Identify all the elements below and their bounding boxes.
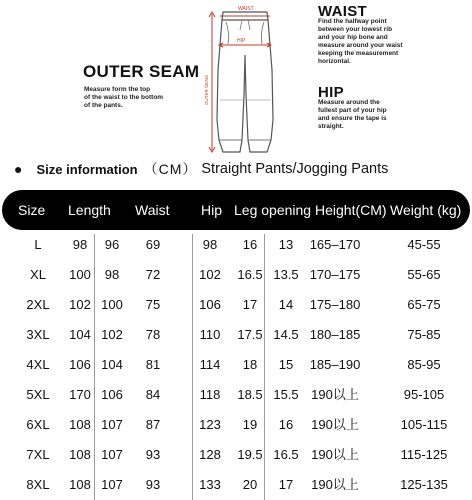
cell-waist: 87 <box>145 417 161 432</box>
table-row <box>0 440 472 470</box>
cell-length: 108 <box>69 417 91 432</box>
cell-leg-opening: 20 <box>242 477 258 492</box>
waist-text: Find the halfway point between your lowest rib and your hip bone and measure around your waist keeping the measurement horizontal. <box>318 18 403 65</box>
cell-leg-opening-2: 14.5 <box>273 327 299 342</box>
cell-leg-opening: 19.5 <box>237 447 263 462</box>
cell-height: 175–180 <box>309 297 361 312</box>
cell-leg-opening-2: 16 <box>278 417 294 432</box>
pants-diagram-icon <box>190 0 310 160</box>
table-row <box>0 320 472 350</box>
bullet-icon: ● <box>14 161 23 177</box>
header-length: Length <box>68 202 111 218</box>
table-row <box>0 350 472 380</box>
cell-leg-opening: 18 <box>242 357 258 372</box>
cell-hip: 106 <box>199 297 221 312</box>
size-info-style: Straight Pants/Jogging Pants <box>201 161 389 177</box>
cell-length: 102 <box>69 297 91 312</box>
cell-size: 6XL <box>26 417 50 432</box>
table-header <box>2 190 470 230</box>
cell-hip: 98 <box>202 237 218 252</box>
cell-leg-opening: 17.5 <box>237 327 263 342</box>
cell-size: 7XL <box>26 447 50 462</box>
cell-size: 5XL <box>26 387 50 402</box>
header-waist: Waist <box>135 202 170 218</box>
cell-height: 190以上 <box>311 447 359 462</box>
size-info-label: Size information <box>36 161 138 177</box>
cell-height: 190以上 <box>311 417 359 432</box>
cell-size: L <box>34 237 42 252</box>
cell-length: 100 <box>69 267 91 282</box>
hip-text: Measure around the fullest part of your hip and ensure the tape is straight. <box>318 99 387 130</box>
cell-hip: 110 <box>199 327 221 342</box>
cell-height: 190以上 <box>311 387 359 402</box>
diagram-outer-seam-label: OUTER SEAM <box>204 75 209 105</box>
cell-length: 104 <box>69 327 91 342</box>
cell-leg-opening: 18.5 <box>237 387 263 402</box>
cell-hip: 102 <box>199 267 221 282</box>
cell-length: 108 <box>69 477 91 492</box>
cell-leg-opening: 16.5 <box>237 267 263 282</box>
cell-hip: 123 <box>199 417 221 432</box>
cell-waist: 93 <box>145 477 161 492</box>
cell-leg-opening-2: 14 <box>278 297 294 312</box>
cell-leg-opening: 19 <box>242 417 258 432</box>
table-row <box>0 380 472 410</box>
table-row <box>0 260 472 290</box>
cell-size: XL <box>30 267 46 282</box>
cell-weight: 55-65 <box>407 267 441 282</box>
cell-length-2: 100 <box>101 297 123 312</box>
cell-leg-opening-2: 16.5 <box>273 447 299 462</box>
cell-length: 108 <box>69 447 91 462</box>
header-height: Height(CM) <box>315 202 387 218</box>
cell-length: 98 <box>72 237 88 252</box>
table-row <box>0 230 472 260</box>
cell-leg-opening: 17 <box>242 297 258 312</box>
hip-title: HIP <box>318 84 344 101</box>
cell-waist: 69 <box>145 237 161 252</box>
cell-length-2: 107 <box>101 417 123 432</box>
cell-leg-opening-2: 17 <box>278 477 294 492</box>
cell-leg-opening-2: 15 <box>278 357 294 372</box>
cell-height: 180–185 <box>309 327 361 342</box>
cell-height: 185–190 <box>309 357 361 372</box>
cell-waist: 93 <box>145 447 161 462</box>
header-leg-opening: Leg opening <box>234 202 312 218</box>
outer-seam-title: OUTER SEAM <box>83 62 200 81</box>
waist-title: WAIST <box>318 3 367 20</box>
cell-hip: 118 <box>199 387 221 402</box>
cell-leg-opening-2: 15.5 <box>273 387 299 402</box>
measurement-guide <box>0 0 472 158</box>
cell-length: 170 <box>69 387 91 402</box>
cell-leg-opening-2: 13.5 <box>273 267 299 282</box>
cell-size: 4XL <box>26 357 50 372</box>
cell-waist: 81 <box>145 357 161 372</box>
cell-weight: 75-85 <box>407 327 441 342</box>
cell-weight: 85-95 <box>407 357 441 372</box>
outer-seam-text: Measure form the top of the waist to the bottom of the pants. <box>84 86 164 109</box>
cell-length-2: 106 <box>101 387 123 402</box>
cell-height: 165–170 <box>309 237 361 252</box>
cell-hip: 128 <box>199 447 221 462</box>
cell-hip: 133 <box>199 477 221 492</box>
cell-length-2: 107 <box>101 447 123 462</box>
cell-weight: 105-115 <box>400 417 448 432</box>
diagram-hip-label: HIP <box>237 38 246 44</box>
cell-weight: 45-55 <box>407 237 441 252</box>
cell-leg-opening-2: 13 <box>278 237 294 252</box>
cell-length-2: 102 <box>101 327 123 342</box>
cell-length-2: 107 <box>101 477 123 492</box>
header-hip: Hip <box>201 202 223 218</box>
cell-length-2: 104 <box>101 357 123 372</box>
cell-waist: 72 <box>145 267 161 282</box>
cell-waist: 84 <box>145 387 161 402</box>
header-size: Size <box>18 202 46 218</box>
size-table-body <box>0 230 472 500</box>
cell-length-2: 98 <box>104 267 120 282</box>
cell-waist: 75 <box>145 297 161 312</box>
cell-length-2: 96 <box>104 237 120 252</box>
table-row <box>0 410 472 440</box>
cell-height: 190以上 <box>311 477 359 492</box>
cell-weight: 125-135 <box>400 477 448 492</box>
cell-size: 3XL <box>26 327 50 342</box>
cell-weight: 115-125 <box>400 447 448 462</box>
table-row <box>0 470 472 500</box>
cell-hip: 114 <box>199 357 221 372</box>
cell-height: 170–175 <box>309 267 361 282</box>
size-info-unit: （CM） <box>143 161 198 177</box>
cell-length: 106 <box>69 357 91 372</box>
cell-leg-opening: 16 <box>242 237 258 252</box>
cell-weight: 95-105 <box>403 387 445 402</box>
size-info-line <box>14 158 472 180</box>
cell-size: 8XL <box>26 477 50 492</box>
cell-weight: 65-75 <box>407 297 441 312</box>
cell-waist: 78 <box>145 327 161 342</box>
header-weight: Weight (kg) <box>390 202 462 218</box>
table-row <box>0 290 472 320</box>
cell-size: 2XL <box>26 297 50 312</box>
diagram-waist-label: WAIST <box>238 6 254 12</box>
